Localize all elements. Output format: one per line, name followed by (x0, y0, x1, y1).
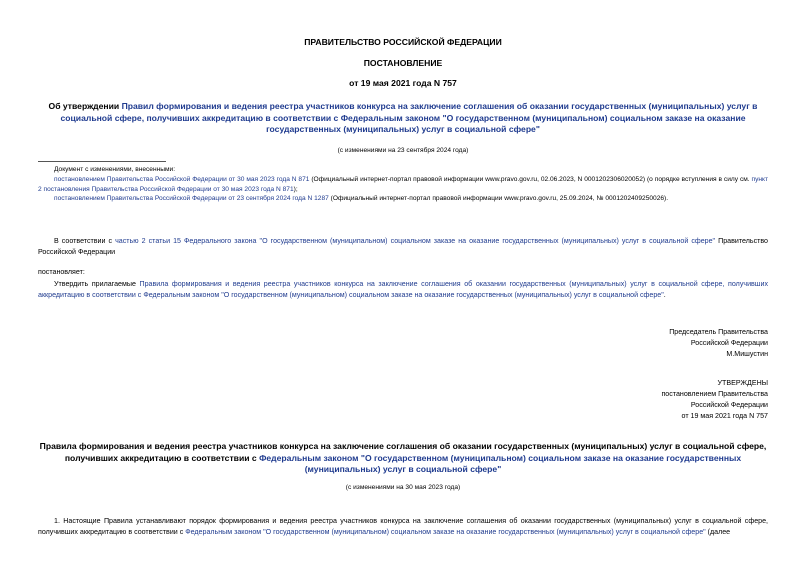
amendments-intro: Документ с изменениями, внесенными: (54, 166, 176, 173)
amendment-1-end: ); (293, 185, 298, 193)
clause-1-end: (далее (705, 527, 731, 536)
signature-line-3: М.Мишустин (726, 350, 768, 358)
p1-start: В соответствии с (54, 237, 116, 245)
amendments-block (38, 165, 768, 204)
doc-date-number: от 19 мая 2021 года N 757 (349, 78, 457, 88)
rules-title-prefix: Правила формирования и ведения реестра участников конкурса на заключение соглашения об оказании государственных (муниципальных) услуг в социальной сфере, получивших аккредитацию в соответствии с (39, 441, 767, 463)
p1-end: Правительство Российской Федерации (38, 237, 768, 256)
amendment-1-link[interactable]: постановлением Правительства Российской Федерации от 30 мая 2023 года N 871 (54, 175, 310, 183)
amendment-1-clause-link[interactable]: пункт 2 постановления Правительства Российской Федерации от 30 мая 2023 года N 871 (38, 175, 768, 193)
law-article-link[interactable]: частью 2 статьи 15 Федерального закона "О государственном (муниципальном) социальном заказе на оказание государственных (муниципальных) услуг в социальной сфере" (115, 237, 716, 245)
rules-changes-note: (с изменениями на 30 мая 2023 года) (345, 484, 461, 491)
amendment-2-text: (Официальный интернет-портал правовой информации www.pravo.gov.ru, 25.09.2024, № 0001202409250026). (328, 195, 669, 203)
rules-title (38, 441, 768, 476)
amendment-item-2 (38, 194, 768, 204)
approved-line-1: УТВЕРЖДЕНЫ (717, 379, 768, 387)
changes-note: (с изменениями на 23 сентября 2024 года) (337, 147, 469, 154)
clause-1-start: 1. Настоящие Правила устанавливают порядок формирования и ведения реестра участников конкурса на заключение соглашения об оказании государственных (муниципальных) услуг в социальной сфере, получивших аккредитацию в соответствии с (38, 517, 768, 536)
doc-type-heading: ПОСТАНОВЛЕНИЕ (363, 58, 443, 68)
clause-1-law-link[interactable]: Федеральным законом "О государственном (муниципальном) социальном заказе на оказание государственных (муниципальных) услуг в социальной сфере" (185, 527, 706, 536)
approved-line-3: Российской Федерации (690, 401, 768, 409)
rules-link[interactable]: Правила формирования и ведения реестра участников конкурса на заключение соглашения об оказании государственных (муниципальных) услуг в социальной сфере, получивших аккредитацию в соответствии с Федеральным законом "О государственном (муниципальном) социальном заказе на оказание государственных (муниципальных) услуг в социальной сфере" (38, 280, 768, 299)
body-paragraph-1 (38, 236, 768, 257)
approved-line-4: от 19 мая 2021 года N 757 (681, 412, 768, 420)
signature-line-2: Российской Федерации (690, 339, 768, 347)
amendment-item-1 (38, 175, 768, 195)
divider (38, 161, 166, 162)
signature-block (669, 327, 768, 360)
approved-block (661, 378, 768, 422)
p3-end: . (663, 290, 666, 299)
signature-line-1: Председатель Правительства (669, 328, 768, 336)
org-heading: ПРАВИТЕЛЬСТВО РОССИЙСКОЙ ФЕДЕРАЦИИ (304, 37, 502, 47)
body-paragraph-2: постановляет: (38, 268, 85, 276)
document-title (38, 101, 768, 136)
p3-start: Утвердить прилагаемые (54, 280, 140, 288)
body-paragraph-3 (38, 279, 768, 300)
approved-line-2: постановлением Правительства (661, 390, 768, 398)
amendment-2-link[interactable]: постановлением Правительства Российской Федерации от 23 сентября 2024 года N 1287 (54, 195, 329, 203)
clause-1 (38, 516, 768, 537)
amendment-1-text: (Официальный интернет-портал правовой информации www.pravo.gov.ru, 02.06.2023, N 0001202306020052) (о порядке вступления в силу см. (309, 175, 752, 183)
title-prefix: Об утверждении (48, 101, 122, 111)
rules-title-law-link[interactable]: Федеральным законом "О государственном (муниципальном) социальном заказе на оказание государственных (муниципальных) услуг в социальной сфере" (259, 452, 742, 474)
title-rules-link[interactable]: Правил формирования и ведения реестра участников конкурса на заключение соглашения об оказании государственных (муниципальных) услуг в социальной сфере, получивших аккредитацию в соответствии с Федеральным законом "О государственном (муниципальном) социальном заказе на оказание государственных (муниципальных) услуг в социальной сфере" (60, 101, 758, 134)
